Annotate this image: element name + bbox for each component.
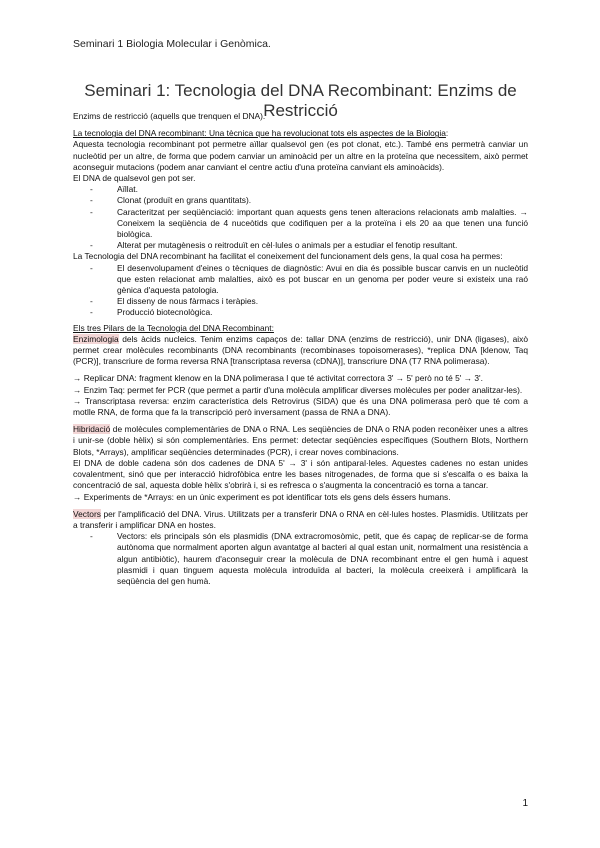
section1-list-2 [73, 263, 528, 319]
list-item: - El desenvolupament d'eines o tècniques de diagnòstic: Avui en dia és possible buscar canvis en un nucleòtid que esten relacionat amb malalties, això es pot buscar en un genoma per poder veure si existeix una raó gènica d'aquesta patologia. [90, 263, 528, 297]
intro-paragraph: Enzims de restricció (aquells que trenquen el DNA). [73, 111, 266, 121]
enzimologia-term: Enzimologia [73, 333, 119, 344]
hibridacio-term: Hibridació [73, 424, 111, 435]
page-title: Seminari 1: Tecnologia del DNA Recombinant: Enzims de Restricció [84, 81, 517, 121]
arrow-note-taq: → Enzim Taq: permet fer PCR (que permet a partir d'una molècula amplificar diverses molècules per poder analitzar-les). [73, 384, 523, 395]
section1-heading-line [73, 128, 528, 139]
list-item: - El disseny de nous fàrmacs i teràpies. [90, 296, 528, 307]
page-number: 1 [522, 798, 528, 809]
section1-heading: La tecnologia del DNA recombinant: Una tècnica que ha revolucionat tots els aspectes de la Biologia [73, 128, 446, 139]
section1-paragraph-2: El DNA de qualsevol gen pot ser. [73, 173, 196, 184]
section2-heading: Els tres Pilars de la Tecnologia del DNA Recombinant: [73, 322, 274, 333]
arrays-note: → Experiments de *Arrays: en un únic experiment es pot identificar tots els gens dels éssers humans. [73, 491, 451, 502]
list-item: - Caracteritzat per seqüènciació: important quan aquests gens tenen alteracions relacionats amb malalties. → Coneixem la seqüència de 4 nuceòtids que codifiquen per a la proteïna i els 20 aa que tenen una funció biològica. [90, 207, 528, 241]
list-item: - Aïllat. [90, 184, 528, 195]
hibridacio-paragraph [73, 424, 528, 458]
vectors-text: per l'amplificació del DNA. Virus. Utilitzats per a transferir DNA o RNA en cèl·lules hostes. Plasmidis. Utilitzats per a transferir i amplificar DNA en hostes. [73, 508, 528, 530]
enzimologia-paragraph [73, 334, 528, 368]
document-body [73, 111, 528, 587]
enzimologia-text: dels àcids nucleics. Tenim enzims capaços de: tallar DNA (enzims de restricció), unir DNA (ligases), això permet crear molècules recombinants (DNA recombinants (recombinases topoisomerases), *replica DNA [klenow, Taq (PCR)], transcriure de forma reversa RNA [transcriptasa reversa (cDNA)], transcriure DNA (T7 RNA polimerasa). [73, 333, 528, 367]
hibridacio-text: de molècules complementàries de DNA o RNA. Les seqüències de DNA o RNA poden reconèixer unes a altres i unir-se (doble hèlix) si són complementàries. Ens permet: detectar seqüències específiques (Southern Blots, Northern Blots, *Arrays), amplificar seqüències determinades (PCR), i crear noves combinacions. [73, 424, 528, 457]
section1-list-1 [73, 184, 528, 251]
hibridacio-paragraph-2: El DNA de doble cadena són dos cadenes de DNA 5' → 3' i són antiparal·leles. Aquestes cadenes no estan unides covalentment, sinó que per interacció hidrofòbica entre les bases nitrogenades, de forma que si s'escalfa o es baixa la concentració de sal, aquesta doble hèlix s'obrirà i, si es refresca o s'augmenta la concentració es torna a tancar. [73, 457, 528, 491]
vectors-list [73, 531, 528, 587]
section1-paragraph-3: La Tecnologia del DNA recombinant ha facilitat el coneixement del funcionament dels gens, la qual cosa ha permes: [73, 251, 503, 262]
vectors-paragraph [73, 509, 528, 531]
list-item: - Alterat per mutagènesis o reitroduït en cèl·lules o animals per a estudiar el fenotip resultant. [90, 240, 528, 251]
arrow-note-klenow: → Replicar DNA: fragment klenow en la DNA polimerasa I que té activitat correctora 3' → 5' però no té 5' → 3'. [73, 373, 483, 384]
arrow-note-reverse-transcriptase: → Transcriptasa reversa: enzim característica dels Retrovirus (SIDA) que és una DNA polimerasa però que té com a motlle RNA, de forma que fa la transcripció però inversament (passa de RNA a DNA). [73, 395, 528, 418]
section1-paragraph-1: Aquesta tecnologia recombinant pot permetre aïllar qualsevol gen (es pot clonat, etc.). També ens permetrà canviar un nucleòtid per un altre, de forma que podem canviar un aminoàcid per un altre en la proteïna que necessitem, això permet aconseguir mutacions (podem anar canviant el centre actiu d'una proteïna canviant els aminoàcids). [73, 139, 528, 172]
running-header: Seminari 1 Biologia Molecular i Genòmica. [73, 38, 271, 50]
section1-heading-colon: : [445, 128, 449, 139]
list-item: - Clonat (produït en grans quantitats). [90, 195, 528, 206]
list-item: - Producció biotecnològica. [90, 307, 528, 318]
vectors-term: Vectors [73, 508, 101, 519]
list-item: - Vectors: els principals són els plasmidis (DNA extracromosòmic, petit, que és capaç de replicar-se de forma autònoma que normalment aporten algun avantatge al bacteri al qual estan unit, normalment una resistència a algun antibiòtic), haurem d'aconseguir crear la molècula de DNA recombinant entre el gen humà i aquest plasmidi i quan tinguem aquesta molècula introduïda al bacteri, la molècula creeixerà i amplificarà la seqüència del gen humà. [90, 531, 528, 587]
